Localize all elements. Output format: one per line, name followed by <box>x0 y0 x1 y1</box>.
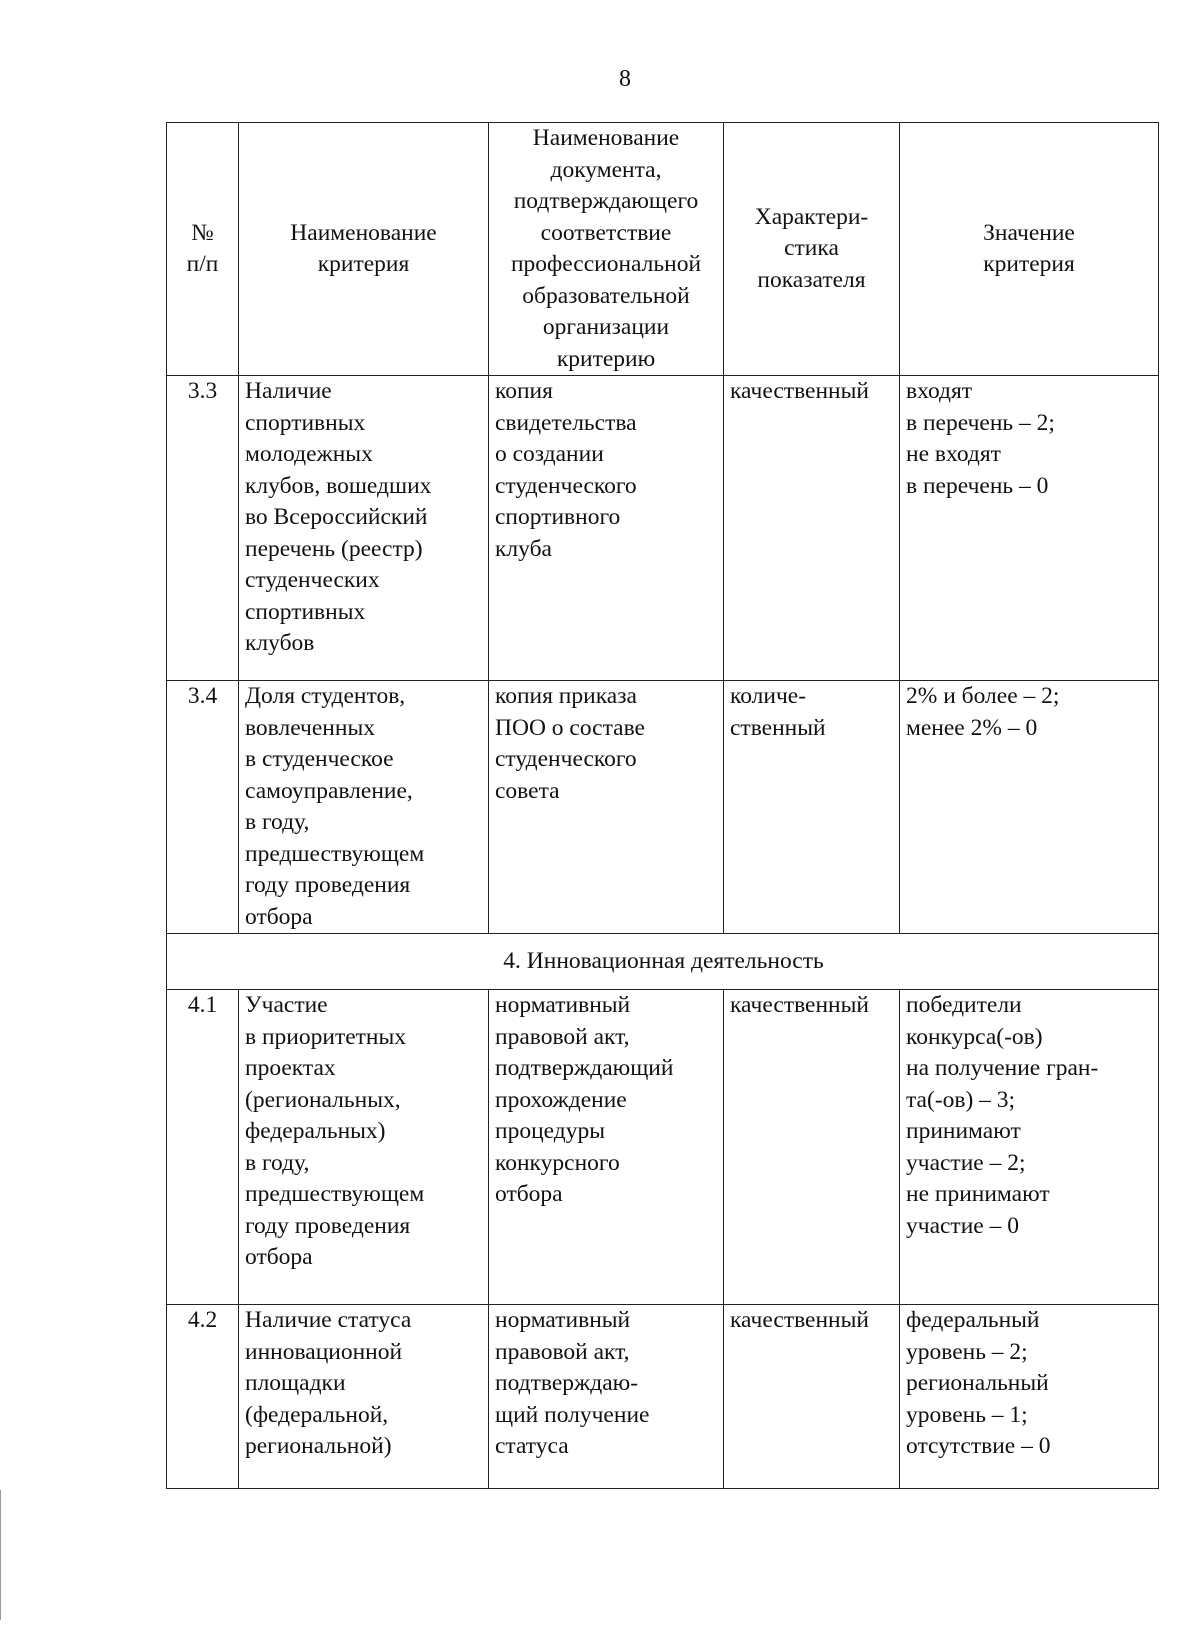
document-cell: копия свидетельства о создании студенческого спортивного клуба <box>489 376 724 681</box>
table-row <box>167 1305 1159 1489</box>
table-row <box>167 681 1159 934</box>
value-cell: федеральный уровень – 2; региональный уровень – 1; отсутствие – 0 <box>900 1305 1159 1489</box>
document-cell: копия приказа ПОО о составе студенческого совета <box>489 681 724 934</box>
criterion-cell: Наличие статуса инновационной площадки (федеральной, региональной) <box>239 1305 489 1489</box>
document-cell: нормативный правовой акт, подтверждаю- щий получение статуса <box>489 1305 724 1489</box>
characteristic-cell: качественный <box>724 376 900 681</box>
characteristic-cell: количе- ственный <box>724 681 900 934</box>
characteristic-cell: качественный <box>724 1305 900 1489</box>
page-number: 8 <box>619 66 631 92</box>
section-row <box>167 934 1159 990</box>
row-number: 3.3 <box>167 376 239 681</box>
value-cell: победители конкурса(-ов) на получение гран- та(-ов) – 3; принимают участие – 2; не принимают участие – 0 <box>900 990 1159 1305</box>
document-cell: нормативный правовой акт, подтверждающий прохождение процедуры конкурсного отбора <box>489 990 724 1305</box>
criteria-table <box>166 122 1159 1489</box>
value-cell: 2% и более – 2; менее 2% – 0 <box>900 681 1159 934</box>
row-number: 4.2 <box>167 1305 239 1489</box>
header-document: Наименование документа, подтверждающего соответствие профессиональной образовательной организации критерию <box>489 123 724 376</box>
value-cell: входят в перечень – 2; не входят в перечень – 0 <box>900 376 1159 681</box>
header-criterion: Наименование критерия <box>239 123 489 376</box>
table-header-row <box>167 123 1159 376</box>
criterion-cell: Доля студентов, вовлеченных в студенческое самоуправление, в году, предшествующем году проведения отбора <box>239 681 489 934</box>
criterion-cell: Участие в приоритетных проектах (региональных, федеральных) в году, предшествующем году проведения отбора <box>239 990 489 1305</box>
scan-edge-line <box>0 1490 1 1620</box>
characteristic-cell: качественный <box>724 990 900 1305</box>
row-number: 3.4 <box>167 681 239 934</box>
section-heading: 4. Инновационная деятельность <box>167 934 1159 990</box>
table-row <box>167 376 1159 681</box>
criterion-cell: Наличие спортивных молодежных клубов, вошедших во Всероссийский перечень (реестр) студенческих спортивных клубов <box>239 376 489 681</box>
table-row <box>167 990 1159 1305</box>
row-number: 4.1 <box>167 990 239 1305</box>
header-value: Значение критерия <box>900 123 1159 376</box>
header-characteristic: Характери- стика показателя <box>724 123 900 376</box>
header-number: № п/п <box>167 123 239 376</box>
